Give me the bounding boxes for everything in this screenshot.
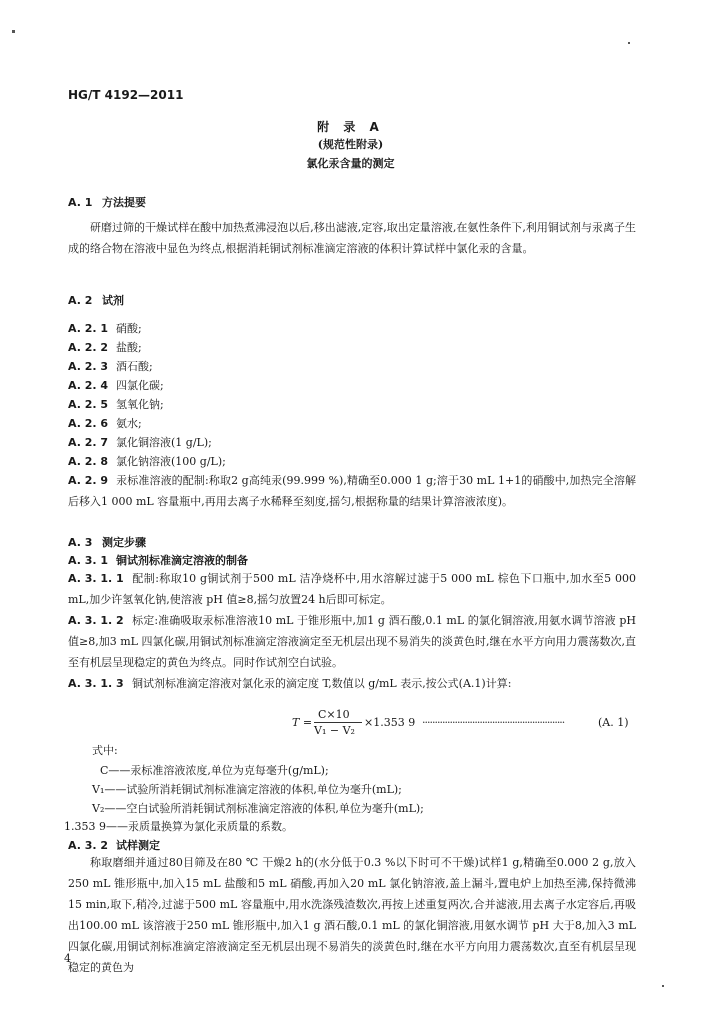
reagent-item	[68, 434, 212, 450]
reagent-item	[68, 358, 153, 374]
annex-subject: 氯化汞含量的测定	[306, 157, 395, 170]
clause-number: A. 3. 1. 2	[68, 614, 124, 627]
reagent-item	[68, 396, 164, 412]
section-a31-heading	[68, 552, 248, 568]
formula-leader-dots: ·························································	[422, 716, 565, 729]
variable-definition: V₁——试验所消耗铜试剂标准滴定溶液的体积,单位为毫升(mL);	[92, 783, 402, 796]
reagent-number: A. 2. 5	[68, 398, 109, 411]
section-title: 试剂	[102, 294, 124, 307]
reagent-item	[68, 377, 164, 393]
section-number: A. 3	[68, 536, 93, 549]
section-a1-heading	[68, 194, 146, 210]
preparation-paragraph	[68, 568, 636, 610]
scan-mark-right	[628, 42, 630, 44]
clause-text: 配制:称取10 g铜试剂于500 mL 洁净烧杯中,用水溶解过滤于5 000 mL 棕色下口瓶中,加水至5 000 mL,加少许氢氧化钠,使溶液 pH 值≥8,摇匀放置24 h后即可标定。	[68, 572, 636, 606]
fraction-bar	[314, 722, 362, 723]
reagent-text: 盐酸;	[116, 341, 142, 354]
coefficient-definition: 1.353 9——汞质量换算为氯化汞质量的系数。	[64, 820, 293, 833]
reagent-text: 四氯化碳;	[116, 379, 164, 392]
page-number: 4	[64, 952, 71, 965]
section-a32-heading	[68, 837, 160, 853]
method-summary-paragraph: 研磨过筛的干燥试样在酸中加热煮沸浸泡以后,移出滤液,定容,取出定量溶液,在氨性条件下,利用铜试剂与汞离子生成的络合物在溶液中显色为终点,根据消耗铜试剂标准滴定溶液的体积计算试样中氯化汞的含量。	[68, 221, 636, 255]
reagent-text: 氨水;	[116, 417, 142, 430]
scan-mark-bottom	[662, 985, 664, 987]
reagent-number: A. 2. 7	[68, 436, 109, 449]
reagent-item	[68, 453, 226, 469]
reagent-text: 氢氧化钠;	[116, 398, 164, 411]
section-title: 铜试剂标准滴定溶液的制备	[116, 554, 248, 567]
reagent-text: 酒石酸;	[116, 360, 153, 373]
where-label: 式中:	[92, 744, 118, 757]
formula-factor: ×1.353 9	[364, 716, 416, 729]
section-a2-heading	[68, 292, 124, 308]
calibration-paragraph	[68, 610, 636, 673]
annex-note: (规范性附录)	[317, 138, 384, 151]
sample-determination-paragraph: 称取磨细并通过80目筛及在80 ℃ 干燥2 h的(水分低于0.3 %以下时可不干燥)试样1 g,精确至0.000 2 g,放入250 mL 锥形瓶中,加入15 mL 盐酸和5 mL 硝酸,再加入20 mL 氯化钠溶液,盖上漏斗,置电炉上加热至沸,保持微沸15 min,取下,稍冷,过滤于500 mL 容量瓶中,用水洗涤残渣数次,再按上述重复两次,合并滤液,用去离子水定容后,再吸出100.00 mL 该溶液于250 mL 锥形瓶中,加入1 g 酒石酸,0.1 mL 的氯化铜溶液,用氨水调节 pH 大于8,加入3 mL 四氯化碳,用铜试剂标准滴定溶液滴定至无机层出现不易消失的淡黄色时,继在水平方向用力震荡数次,直至有机层呈现稳定的黄色为	[68, 856, 636, 974]
clause-number: A. 2. 9	[68, 474, 109, 487]
section-title: 方法提要	[102, 196, 146, 209]
section-title: 测定步骤	[102, 536, 146, 549]
clause-text: 汞标准溶液的配制:称取2 g高纯汞(99.999 %),精确至0.000 1 g;溶于30 mL 1+1的硝酸中,加热完全溶解后移入1 000 mL 容量瓶中,再用去离子水稀释至刻度,摇匀,根据称量的结果计算溶液浓度)。	[68, 474, 636, 508]
annex-title: 附 录 A	[317, 120, 384, 134]
clause-text: 铜试剂标准滴定溶液对氯化汞的滴定度 T,数值以 g/mL 表示,按公式(A.1)计算:	[132, 677, 512, 690]
clause-number: A. 3. 1. 3	[68, 677, 124, 690]
formula-numerator: C×10	[318, 708, 350, 721]
reagent-number: A. 2. 3	[68, 360, 109, 373]
mercury-standard-paragraph	[68, 470, 636, 512]
reagent-item	[68, 339, 142, 355]
reagent-number: A. 2. 8	[68, 455, 109, 468]
section-title: 试样测定	[116, 839, 160, 852]
formula-label: (A. 1)	[598, 716, 629, 729]
section-number: A. 2	[68, 294, 93, 307]
reagent-text: 氯化钠溶液(100 g/L);	[116, 455, 226, 468]
standard-number: HG/T 4192—2011	[68, 88, 184, 102]
reagent-text: 氯化铜溶液(1 g/L);	[116, 436, 212, 449]
section-number: A. 3. 2	[68, 839, 109, 852]
reagent-item	[68, 415, 142, 431]
variable-definition: V₂——空白试验所消耗铜试剂标准滴定溶液的体积,单位为毫升(mL);	[92, 802, 424, 815]
scan-mark-top	[12, 30, 15, 33]
section-number: A. 1	[68, 196, 93, 209]
clause-text: 标定:准确吸取汞标准溶液10 mL 于锥形瓶中,加1 g 酒石酸,0.1 mL 的氯化铜溶液,用氨水调节溶液 pH 值≥8,加3 mL 四氯化碳,用铜试剂标准滴定溶液滴定至无机层出现不易消失的淡黄色时,继在水平方向用力震荡数次,直至有机层呈现稳定的黄色为终点。同时作试剂空白试验。	[68, 614, 636, 669]
reagent-number: A. 2. 2	[68, 341, 109, 354]
section-number: A. 3. 1	[68, 554, 109, 567]
variable-definition: C——汞标准溶液浓度,单位为克每毫升(g/mL);	[100, 764, 329, 777]
reagent-number: A. 2. 1	[68, 322, 109, 335]
reagent-number: A. 2. 4	[68, 379, 109, 392]
formula-lhs: T =	[292, 716, 313, 729]
section-a3-heading	[68, 534, 146, 550]
titer-paragraph	[68, 673, 636, 694]
reagent-number: A. 2. 6	[68, 417, 109, 430]
formula-denominator: V₁ − V₂	[314, 724, 355, 737]
reagent-text: 硝酸;	[116, 322, 142, 335]
clause-number: A. 3. 1. 1	[68, 572, 124, 585]
reagent-item	[68, 320, 142, 336]
